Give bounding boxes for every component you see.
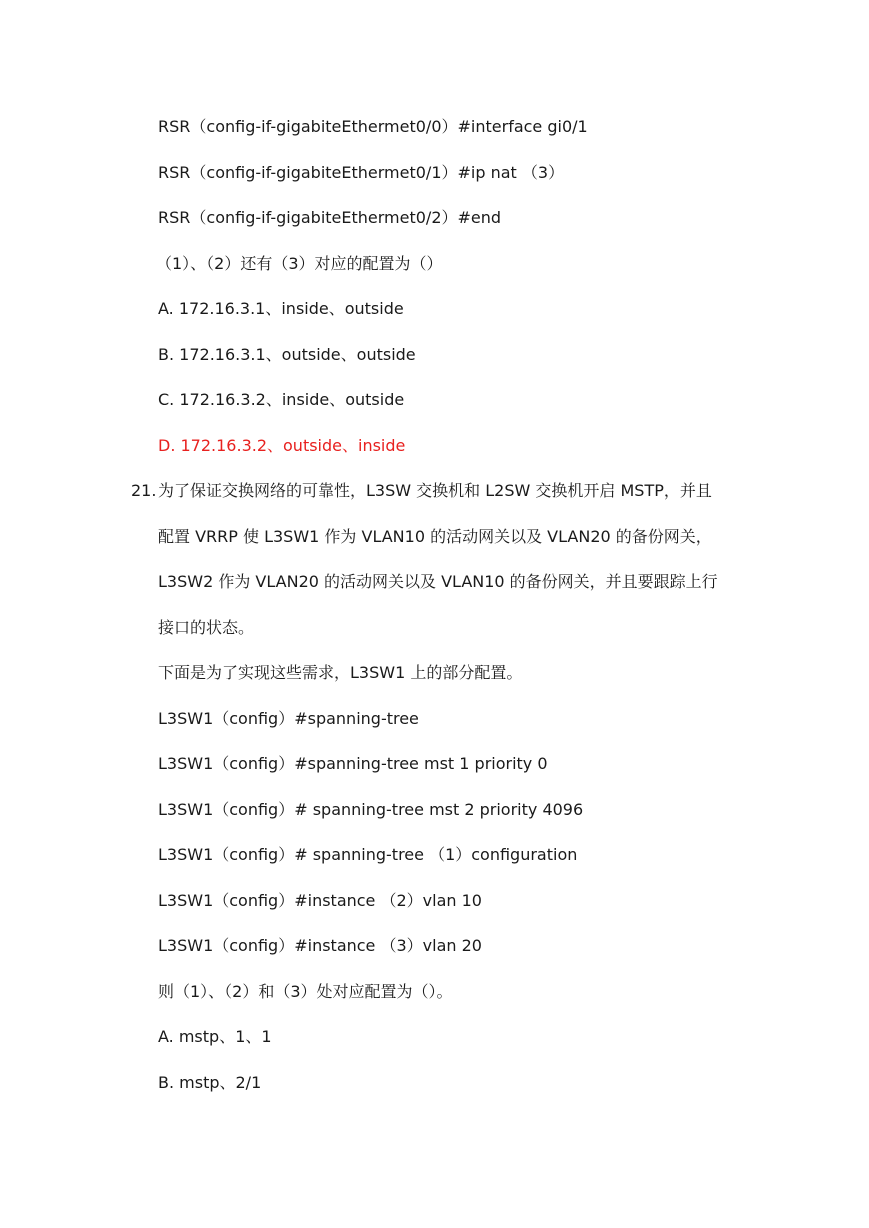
config-line-gi0-1: RSR（config-if-gigabiteEthermet0/1）#ip nat （3）: [158, 163, 565, 182]
config-line-gi0-2: RSR（config-if-gigabiteEthermet0/2）#end: [158, 208, 502, 227]
option-d-20-answer: D. 172.16.3.2、outside、inside: [158, 436, 406, 455]
l3sw1-config-line-3: L3SW1（config）# spanning-tree mst 2 priority 4096: [158, 800, 584, 819]
l3sw1-config-line-6: L3SW1（config）#instance （3）vlan 20: [158, 936, 482, 955]
option-b-21: B. mstp、2/1: [158, 1073, 262, 1092]
question-21-text-line-2: 配置 VRRP 使 L3SW1 作为 VLAN10 的活动网关以及 VLAN20 的备份网关，: [158, 527, 712, 546]
l3sw1-config-line-5: L3SW1（config）#instance （2）vlan 10: [158, 891, 482, 910]
l3sw1-config-line-4: L3SW1（config）# spanning-tree （1）configuration: [158, 845, 578, 864]
question-21-text-line-3: L3SW2 作为 VLAN20 的活动网关以及 VLAN10 的备份网关，并且要跟踪上行: [158, 572, 718, 591]
option-b-20: B. 172.16.3.1、outside、outside: [158, 345, 416, 364]
question-21-text-line-1: 为了保证交换网络的可靠性，L3SW 交换机和 L2SW 交换机开启 MSTP，并且: [158, 481, 712, 500]
question-21-intro: 下面是为了实现这些需求，L3SW1 上的部分配置。: [158, 663, 523, 682]
option-a-20: A. 172.16.3.1、inside、outside: [158, 299, 404, 318]
l3sw1-config-line-1: L3SW1（config）#spanning-tree: [158, 709, 419, 728]
question-prompt-20: （1）、（2）还有（3）对应的配置为（）: [156, 254, 443, 273]
question-number-21: 21.: [131, 481, 157, 500]
config-line-gi0-0: RSR（config-if-gigabiteEthermet0/0）#interface gi0/1: [158, 117, 588, 136]
option-a-21: A. mstp、1、1: [158, 1027, 272, 1046]
l3sw1-config-line-2: L3SW1（config）#spanning-tree mst 1 priority 0: [158, 754, 548, 773]
question-21-prompt: 则（1）、（2）和（3）处对应配置为（）。: [158, 982, 453, 1001]
question-21-text-line-4: 接口的状态。: [158, 618, 255, 637]
option-c-20: C. 172.16.3.2、inside、outside: [158, 390, 405, 409]
